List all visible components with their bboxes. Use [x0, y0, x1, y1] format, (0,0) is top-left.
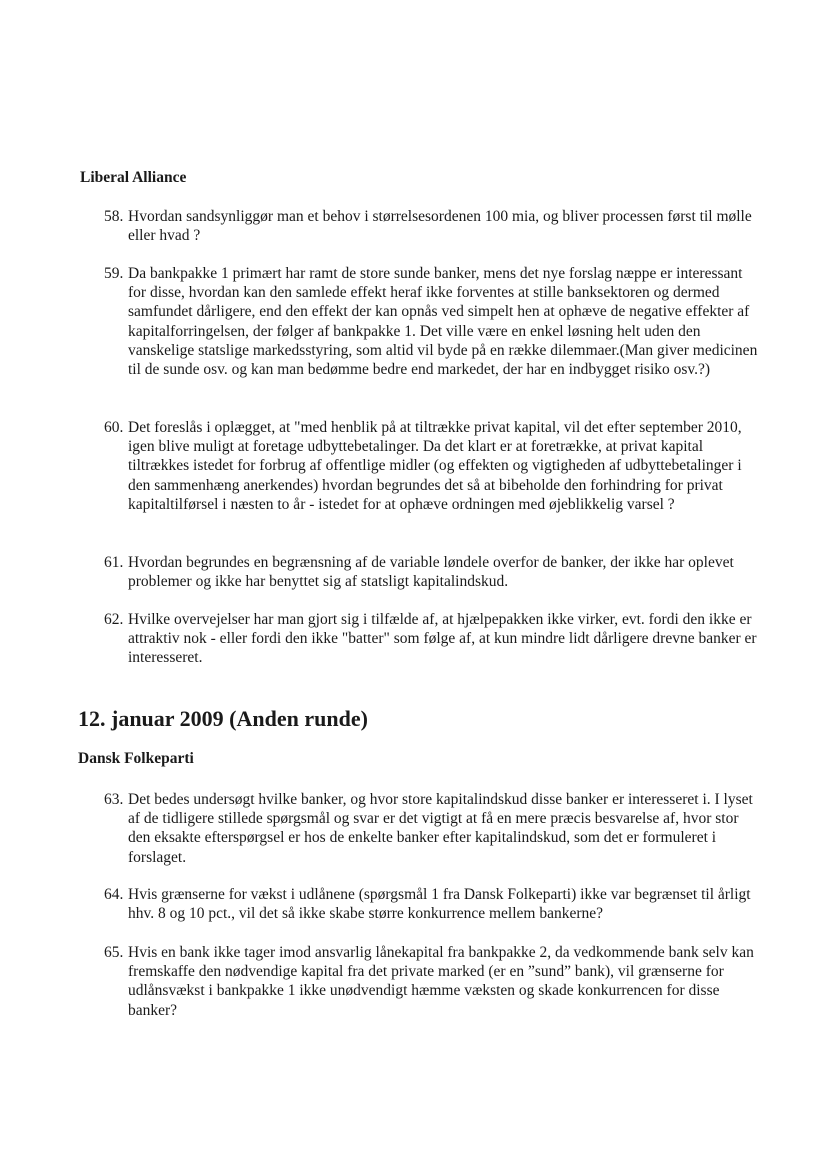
- date-heading: 12. januar 2009 (Anden runde): [78, 706, 368, 731]
- question-item-61: [104, 553, 764, 591]
- question-number: 59.: [104, 265, 124, 282]
- question-number: 61.: [104, 554, 124, 571]
- party-heading-dansk-folkeparti: Dansk Folkeparti: [78, 750, 194, 767]
- question-number: 62.: [104, 611, 124, 628]
- question-text: Hvilke overvejelser har man gjort sig i tilfælde af, at hjælpepakken ikke virker, evt. fordi den ikke er attraktiv nok - eller fordi den ikke "batter" som følge af, at kun mindre lidt dårligere drevne banker er interesseret.: [128, 611, 757, 667]
- question-text: Hvis grænserne for vækst i udlånene (spørgsmål 1 fra Dansk Folkeparti) ikke var begrænset til årligt hhv. 8 og 10 pct., vil det så ikke skabe større konkurrence mellem bankerne?: [128, 886, 751, 923]
- question-number: 64.: [104, 886, 124, 903]
- question-item-59: [104, 264, 764, 379]
- question-text: Hvordan sandsynliggør man et behov i størrelsesordenen 100 mia, og bliver processen først til mølle eller hvad ?: [128, 208, 752, 245]
- question-item-64: [104, 885, 764, 923]
- question-number: 65.: [104, 944, 124, 961]
- question-number: 58.: [104, 208, 124, 225]
- question-number: 63.: [104, 791, 124, 808]
- question-text: Det foreslås i oplægget, at "med henblik på at tiltrække privat kapital, vil det efter september 2010, igen blive muligt at foretage udbyttebetalinger. Da det klart er at foretrække, at privat kapital tiltrækkes istedet for forbrug af offentlige midler (og effekten og vigtigheden af udbyttebetalinger i den sammenhæng anerkendes) hvordan begrundes det så at bibeholde den forhindring for privat kapitaltilførsel i næsten to år - istedet for at ophæve ordningen med øjeblikkelig varsel ?: [128, 419, 742, 513]
- question-text: Da bankpakke 1 primært har ramt de store sunde banker, mens det nye forslag næppe er interessant for disse, hvordan kan den samlede effekt heraf ikke forventes at stille banksektoren og dermed samfundet dårligere, end den effekt der kan opnås ved simpelt hen at ophæve de negative effekter af kapitalforringelsen, der følger af bankpakke 1. Det ville være en enkel løsning helt uden den vanskelige statslige markedsstyring, som altid vil byde på en række dilemmaer.(Man giver medicinen til de sunde osv. og kan man bedømme bedre end markedet, der har en indbygget risiko osv.?): [128, 265, 758, 379]
- question-item-60: [104, 418, 764, 514]
- question-text: Det bedes undersøgt hvilke banker, og hvor store kapitalindskud disse banker er interesseret i. I lyset af de tidligere stillede spørgsmål og svar er det vigtigt at få en mere præcis besvarelse af, hvor stor den eksakte efterspørgsel er hos de enkelte banker efter kapitalindskud, som det er formuleret i forslaget.: [128, 791, 753, 866]
- question-item-63: [104, 790, 764, 867]
- question-item-58: [104, 207, 764, 245]
- question-item-62: [104, 610, 764, 668]
- question-text: Hvordan begrundes en begrænsning af de variable løndele overfor de banker, der ikke har oplevet problemer og ikke har benyttet sig af statsligt kapitalindskud.: [128, 554, 734, 591]
- question-number: 60.: [104, 419, 124, 436]
- question-item-65: [104, 943, 764, 1020]
- question-text: Hvis en bank ikke tager imod ansvarlig lånekapital fra bankpakke 2, da vedkommende bank selv kan fremskaffe den nødvendige kapital fra det private marked (er en ”sund” bank), vil grænserne for udlånsvækst i bankpakke 1 ikke unødvendigt hæmme væksten og skade konkurrencen for disse banker?: [128, 944, 754, 1019]
- party-heading-liberal-alliance: Liberal Alliance: [80, 169, 187, 186]
